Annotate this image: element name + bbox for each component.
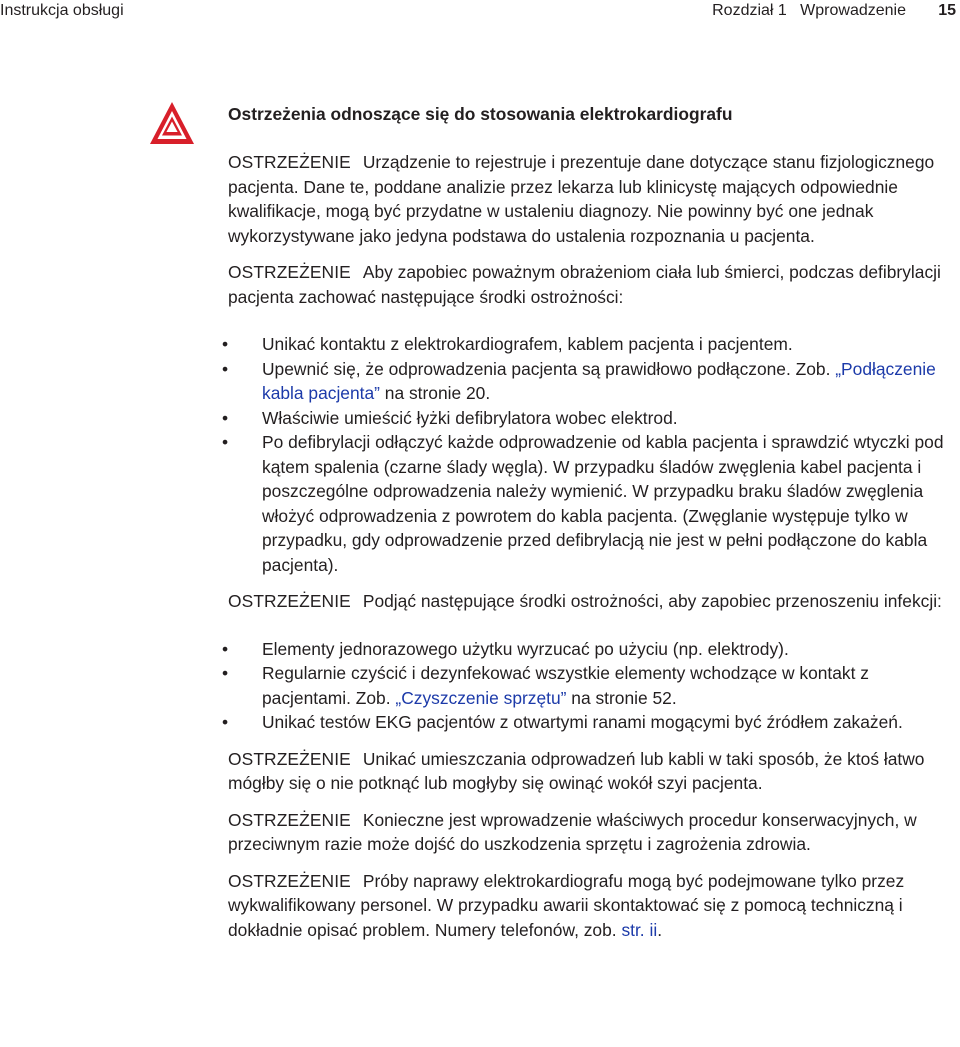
list-item: • Upewnić się, że odprowadzenia pacjenta są prawidłowo podłączone. Zob. „Podłączenie kabla pacjenta” na stronie 20. (222, 358, 936, 403)
warning-keyword: OSTRZEŻENIE (228, 152, 351, 172)
bullet-icon: • (222, 712, 229, 732)
warning-2 (222, 260, 958, 577)
page-number: 15 (938, 2, 956, 19)
warning-keyword: OSTRZEŻENIE (228, 748, 351, 769)
list-item: • Elementy jednorazowego użytku wyrzucać po użyciu (np. elektrody). (227, 637, 958, 662)
bullet-icon: • (222, 334, 229, 354)
list-item: • Unikać testów EKG pacjentów z otwartymi ranami mogącymi być źródłem zakażeń. (227, 710, 958, 735)
bullet-icon: • (222, 358, 229, 379)
section-title: Ostrzeżenia odnoszące się do stosowania elektrokardiografu (228, 104, 733, 124)
warning-1 (228, 150, 958, 248)
warning-6 (228, 869, 958, 943)
warning-keyword: OSTRZEŻENIE (228, 262, 351, 282)
document-title: Instrukcja obsługi (0, 2, 124, 19)
list-item: • Właściwie umieścić łyżki defibrylatora wobec elektrod. (227, 406, 958, 431)
warning-5 (228, 808, 958, 857)
chapter-title: Rozdział 1 Wprowadzenie (712, 2, 906, 19)
warning-1-text: OSTRZEŻENIE Urządzenie to rejestruje i prezentuje dane dotyczące stanu fizjologicznego pacjenta. Dane te, poddane analizie przez lekarza lub klinicystę mających odpowiednie kwalifikacje, mogą być przydatne w ustaleniu diagnozy. Nie powinny być one jednak wykorzystywane jako jedyna podstawa do ustalenia rozpoznania u pacjenta. (228, 152, 935, 246)
warning-6-text: OSTRZEŻENIE Próby naprawy elektrokardiografu mogą być podejmowane tylko przez wykwalifikowany personel. W przypadku awarii skontaktować się z pomocą techniczną i dokładnie opisać problem. Numery telefonów, zob. str. ii. (228, 870, 905, 940)
warning-2-text: OSTRZEŻENIE Aby zapobiec poważnym obrażeniom ciała lub śmierci, podczas defibrylacji pacjenta zachować następujące środki ostrożności: (228, 262, 941, 307)
list-item: • Unikać kontaktu z elektrokardiografem, kablem pacjenta i pacjentem. (227, 332, 958, 357)
link-equipment-cleaning[interactable]: „Czyszczenie sprzętu” (395, 687, 567, 708)
link-page-ii[interactable]: str. ii (621, 919, 658, 940)
warning-keyword: OSTRZEŻENIE (228, 809, 351, 830)
bullet-icon: • (222, 432, 229, 452)
warnings-section (222, 102, 958, 954)
page-header (0, 0, 960, 22)
list-item: • Regularnie czyścić i dezynfekować wszystkie elementy wchodzące w kontakt z pacjentami. Zob. „Czyszczenie sprzętu” na stronie 52. (222, 663, 869, 708)
warning-keyword: OSTRZEŻENIE (228, 870, 351, 891)
warning-4-text: OSTRZEŻENIE Unikać umieszczania odprowadzeń lub kabli w taki sposób, że ktoś łatwo mógłby się o nie potknąć lub mogłyby się owinąć wokół szyi pacjenta. (228, 748, 925, 793)
warning-keyword: OSTRZEŻENIE (228, 591, 351, 611)
warning-3 (222, 589, 958, 735)
warning-3-text: OSTRZEŻENIE Podjąć następujące środki ostrożności, aby zapobiec przenoszeniu infekcji: (228, 591, 942, 611)
bullet-icon: • (222, 638, 229, 659)
bullet-icon: • (222, 407, 229, 428)
warning-triangle-icon (148, 100, 196, 146)
link-patient-cable[interactable]: „Podłączenie kabla pacjenta” (262, 358, 936, 403)
list-item: • Po defibrylacji odłączyć każde odprowadzenie od kabla pacjenta i sprawdzić wtyczki pod kątem spalenia (czarne ślady węgla). W przypadku śladów zwęglenia kabel pacjenta i poszczególne odprowadzenia należy wymienić. W przypadku braku śladów zwęglenia włożyć odprowadzenia z powrotem do kabla pacjenta. (Zwęglanie występuje tylko w przypadku, gdy odprowadzenie przed defibrylacją nie jest w pełni podłączone do kabla pacjenta). (222, 432, 944, 575)
infection-precautions-list (222, 637, 958, 735)
bullet-icon: • (222, 663, 229, 683)
warning-4 (228, 747, 958, 796)
defibrillation-precautions-list (222, 332, 958, 577)
warning-5-text: OSTRZEŻENIE Konieczne jest wprowadzenie właściwych procedur konserwacyjnych, w przeciwnym razie może dojść do uszkodzenia sprzętu i zagrożenia zdrowia. (228, 809, 917, 854)
